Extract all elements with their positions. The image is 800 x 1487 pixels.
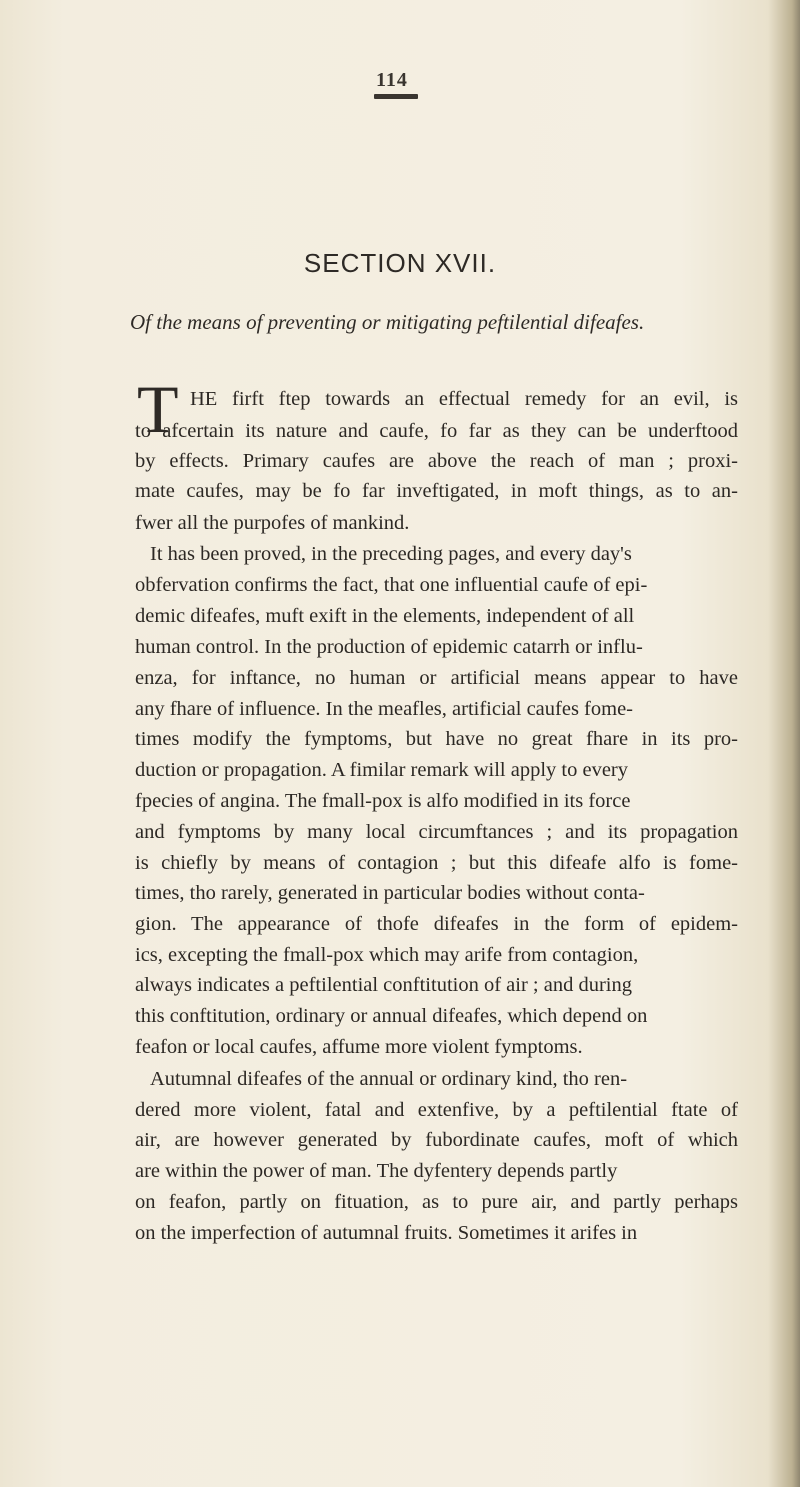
text-line: times modify the fymptoms, but have no great fhare in its pro-: [135, 728, 738, 750]
text-line: human control. In the production of epidemic catarrh or influ-: [135, 636, 643, 658]
text-line: ics, excepting the fmall-pox which may arife from contagion,: [135, 944, 639, 966]
text-line: on the imperfection of autumnal fruits. Sometimes it arifes in: [135, 1222, 638, 1244]
text-line: this conftitution, ordinary or annual difeafes, which depend on: [135, 1005, 648, 1027]
header-rule: [374, 94, 418, 99]
text-line: HE firft ftep towards an effectual remedy for an evil, is: [190, 388, 738, 410]
text-line: feafon or local caufes, affume more violent fymptoms.: [135, 1036, 583, 1058]
text-line: obfervation confirms the fact, that one influential caufe of epi-: [135, 574, 648, 596]
text-line: to afcertain its nature and caufe, fo far as they can be underftood: [135, 420, 738, 442]
text-line: demic difeafes, muft exift in the elements, independent of all: [135, 605, 635, 627]
text-line: It has been proved, in the preceding pages, and every day's: [150, 543, 632, 565]
section-title: SECTION XVII.: [303, 248, 497, 278]
text-line: any fhare of influence. In the meafles, artificial caufes fome-: [135, 698, 634, 720]
text-line: by effects. Primary caufes are above the reach of man ; proxi-: [135, 450, 738, 472]
text-line: times, tho rarely, generated in particular bodies without conta-: [135, 882, 645, 904]
text-line: fpecies of angina. The fmall-pox is alfo modified in its force: [135, 790, 631, 812]
text-line: air, are however generated by fubordinate caufes, moft of which: [135, 1129, 738, 1151]
drop-cap: T: [137, 371, 179, 447]
page-number: 114: [376, 69, 408, 91]
text-line: fwer all the purpofes of mankind.: [135, 512, 410, 534]
text-line: duction or propagation. A fimilar remark will apply to every: [135, 759, 629, 781]
text-line: mate caufes, may be fo far inveftigated, in moft things, as to an-: [135, 480, 738, 502]
text-line: are within the power of man. The dyfentery depends partly: [135, 1160, 618, 1182]
text-line: dered more violent, fatal and extenfive, by a peftilential ftate of: [135, 1099, 738, 1121]
text-line: and fymptoms by many local circumftances ; and its propagation: [135, 821, 738, 843]
text-line: on feafon, partly on fituation, as to pure air, and partly perhaps: [135, 1191, 738, 1213]
section-subtitle: Of the means of preventing or mitigating peftilential difeafes.: [130, 310, 645, 334]
text-line: gion. The appearance of thofe difeafes in the form of epidem-: [135, 913, 738, 935]
text-line: always indicates a peftilential conftitution of air ; and during: [135, 974, 632, 996]
text-line: enza, for inftance, no human or artificial means appear to have: [135, 667, 738, 689]
text-line: Autumnal difeafes of the annual or ordinary kind, tho ren-: [150, 1068, 628, 1090]
text-line: is chiefly by means of contagion ; but this difeafe alfo is fome-: [135, 852, 738, 874]
